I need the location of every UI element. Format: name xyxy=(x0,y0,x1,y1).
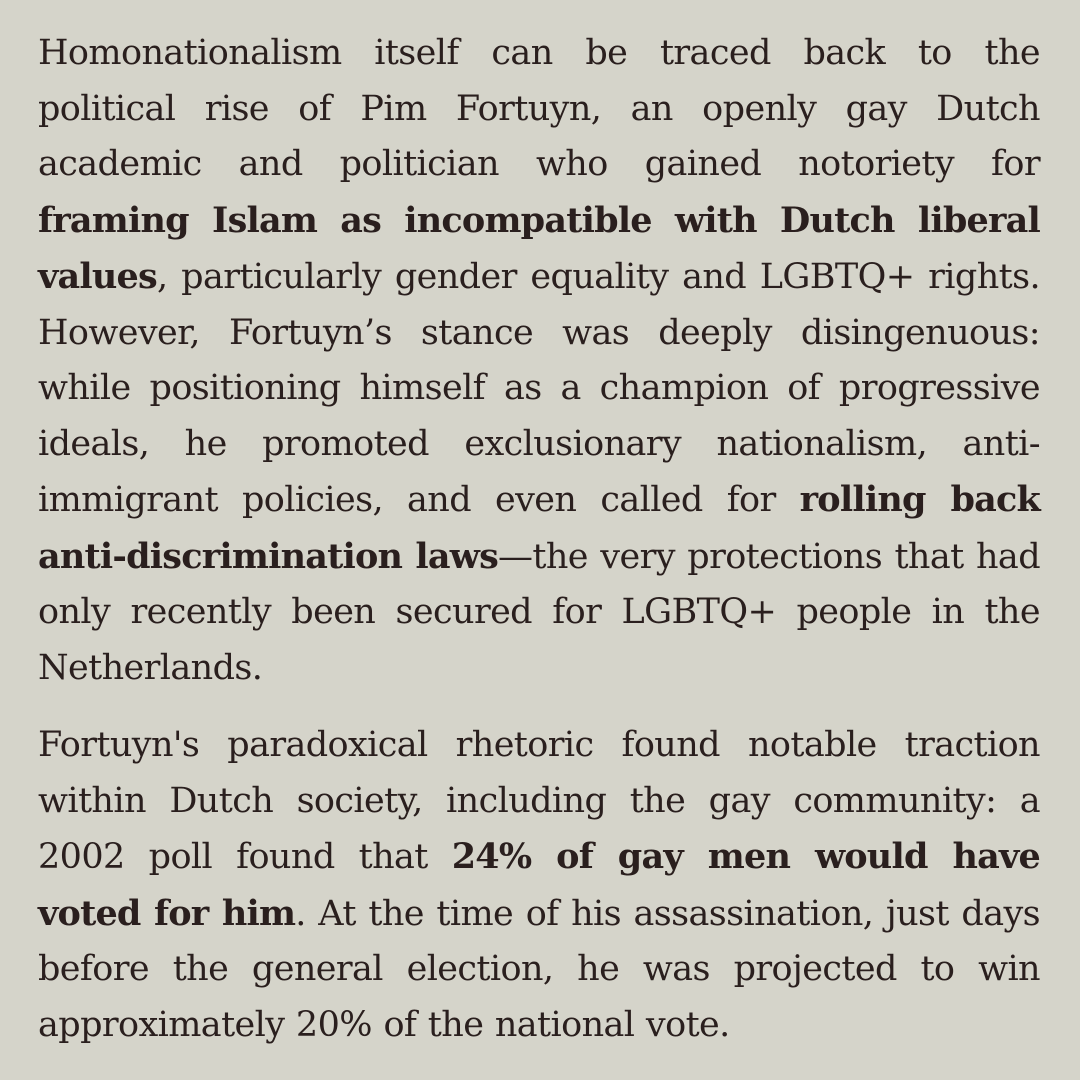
emphasis-rolling-back-laws: rolling back anti-discrimination laws xyxy=(38,479,1041,577)
text-segment: . At the time of his assassination, just days before the general election, he was projected to win approximately 20% of the national vote. xyxy=(38,893,1040,1045)
text-segment: , particularly gender equality and LGBTQ+ rights. However, Fortuyn’s stance was deeply disingenuous: while positioning himself as a champion of progressive ideals, he promoted exclusionary nationalism, anti-immigrant policies, and even called for xyxy=(38,257,1040,520)
emphasis-framing-islam: framing Islam as incompatible with Dutch liberal values xyxy=(38,199,1040,297)
text-segment: Homonationalism itself can be traced back to the political rise of Pim Fortuyn, an openly gay Dutch academic and politician who gained notoriety for xyxy=(38,33,1040,184)
emphasis-poll-result: 24% of gay men would have voted for him xyxy=(38,836,1041,934)
paragraph-fortuyn-rise xyxy=(38,26,1040,696)
paragraph-fortuyn-traction xyxy=(38,718,1040,1053)
text-segment: —the very protections that had only recently been secured for LGBTQ+ people in the Netherlands. xyxy=(38,536,1040,688)
text-segment: Fortuyn's paradoxical rhetoric found notable traction within Dutch society, including the gay community: a 2002 poll found that xyxy=(38,725,1040,877)
